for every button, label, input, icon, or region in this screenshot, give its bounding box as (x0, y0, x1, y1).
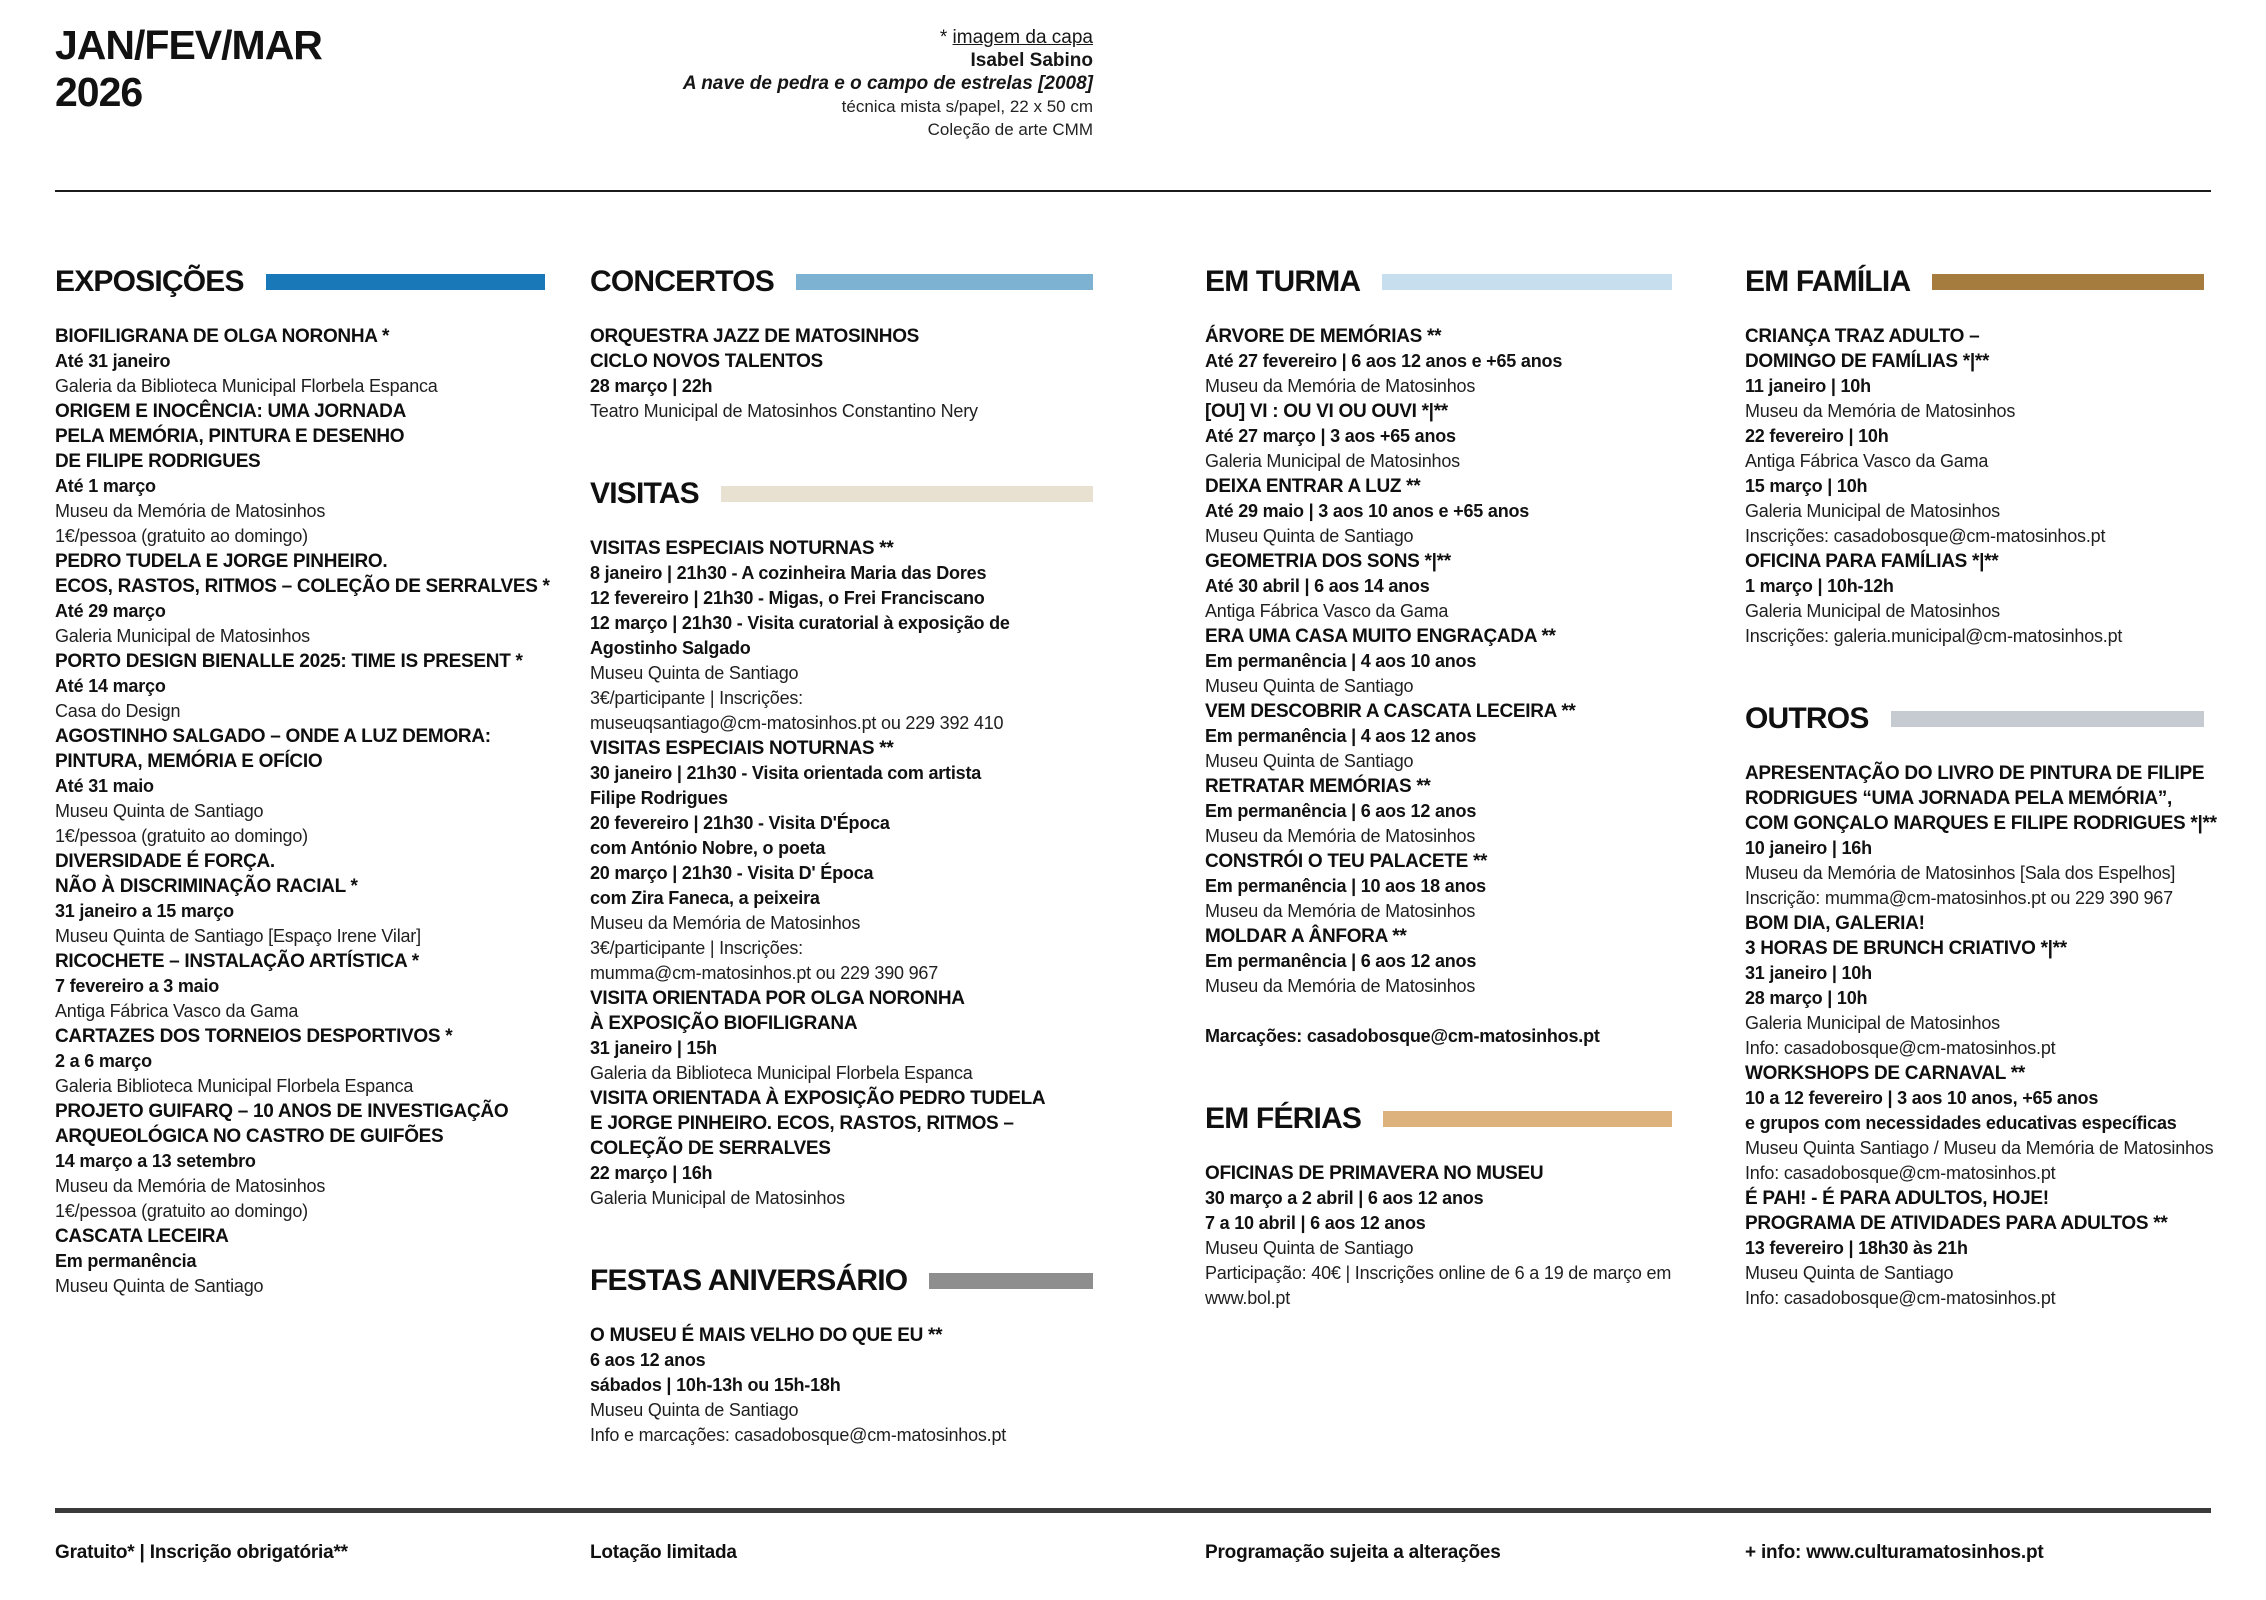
cover-credit-asterisk: * (939, 27, 953, 48)
section-title-em-turma: EM TURMA (1205, 265, 1361, 298)
event-title-line: CARTAZES DOS TORNEIOS DESPORTIVOS * (55, 1026, 453, 1047)
event-detail-line: Em permanência | 4 aos 10 anos (1205, 651, 1477, 671)
cover-credit-artist: Isabel Sabino (970, 50, 1093, 71)
footer-divider (55, 1508, 2211, 1513)
event-title-line: ECOS, RASTOS, RITMOS – COLEÇÃO DE SERRALVES * (55, 576, 550, 597)
event-title-line: GEOMETRIA DOS SONS *|** (1205, 551, 1451, 572)
event (1205, 474, 1672, 549)
event (1205, 774, 1672, 849)
event-venue-line: Galeria Municipal de Matosinhos (1205, 451, 1460, 471)
event-detail-line: 6 aos 12 anos (590, 1350, 706, 1370)
event (590, 986, 1093, 1086)
event-venue-line: Museu da Memória de Matosinhos (1745, 401, 2016, 421)
event-detail-line: 22 março | 16h (590, 1163, 713, 1183)
event (1205, 849, 1672, 924)
event-detail-line: Até 30 abril | 6 aos 14 anos (1205, 576, 1430, 596)
event-detail-line: Até 31 maio (55, 776, 154, 796)
event-venue-line: Museu Quinta Santiago / Museu da Memória de Matosinhos (1745, 1138, 2214, 1158)
event-title-line: VEM DESCOBRIR A CASCATA LECEIRA ** (1205, 701, 1576, 722)
event-title-line: BIOFILIGRANA DE OLGA NORONHA * (55, 326, 390, 347)
event-venue-line: Antiga Fábrica Vasco da Gama (1205, 601, 1449, 621)
event-title-line: PROGRAMA DE ATIVIDADES PARA ADULTOS ** (1745, 1213, 2168, 1234)
section-bar-em-familia (1932, 274, 2204, 290)
event-title-line: VISITAS ESPECIAIS NOTURNAS ** (590, 538, 894, 559)
event (590, 1086, 1093, 1211)
event-title-line: OFICINA PARA FAMÍLIAS *|** (1745, 551, 1999, 572)
event-detail-line: Em permanência | 6 aos 12 anos (1205, 951, 1477, 971)
event-venue-line: Antiga Fábrica Vasco da Gama (55, 1001, 299, 1021)
event-detail-line: Em permanência | 4 aos 12 anos (1205, 726, 1477, 746)
section-title-outros: OUTROS (1745, 702, 1869, 735)
event-title-line: PORTO DESIGN BIENALLE 2025: TIME IS PRESENT * (55, 651, 523, 672)
section-exposicoes (55, 264, 550, 1299)
page-title (55, 22, 322, 116)
event-title-line: O MUSEU É MAIS VELHO DO QUE EU ** (590, 1325, 943, 1346)
event-detail-line: 15 março | 10h (1745, 476, 1868, 496)
event-venue-line: museuqsantiago@cm-matosinhos.pt ou 229 392 410 (590, 713, 1004, 733)
event-venue-line: Galeria Biblioteca Municipal Florbela Espanca (55, 1076, 414, 1096)
event (1205, 924, 1672, 999)
event-title-line: CICLO NOVOS TALENTOS (590, 351, 823, 372)
event-title-line: ARQUEOLÓGICA NO CASTRO DE GUIFÕES (55, 1126, 444, 1147)
event-title-line: DEIXA ENTRAR A LUZ ** (1205, 476, 1421, 497)
event-venue-line: Info: casadobosque@cm-matosinhos.pt (1745, 1038, 2056, 1058)
event-detail-line: 7 fevereiro a 3 maio (55, 976, 220, 996)
event (590, 536, 1093, 736)
event-title-line: WORKSHOPS DE CARNAVAL ** (1745, 1063, 2025, 1084)
header-divider (55, 190, 2211, 192)
event-detail-line: sábados | 10h-13h ou 15h-18h (590, 1375, 841, 1395)
page-title-months: JAN/FEV/MAR (55, 22, 322, 68)
event-venue-line: Teatro Municipal de Matosinhos Constantino Nery (590, 401, 978, 421)
event-venue-line: Museu da Memória de Matosinhos (590, 913, 861, 933)
section-em-familia (1745, 264, 2204, 649)
section-header-em-familia (1745, 264, 2204, 300)
event-venue-line: Galeria Municipal de Matosinhos (1745, 501, 2000, 521)
event-venue-line: 1€/pessoa (gratuito ao domingo) (55, 1201, 308, 1221)
column-1 (55, 264, 550, 1299)
event (590, 1323, 1093, 1448)
event (55, 1099, 545, 1224)
event-venue-line: Galeria Municipal de Matosinhos (1745, 1013, 2000, 1033)
section-bar-outros (1891, 711, 2204, 727)
content-columns (55, 264, 2217, 1448)
event-title-line: [OU] VI : OU VI OU OUVI *|** (1205, 401, 1448, 422)
event-venue-line: Museu Quinta de Santiago (1205, 676, 1414, 696)
event-title-line: ÁRVORE DE MEMÓRIAS ** (1205, 326, 1442, 347)
event-title-line: À EXPOSIÇÃO BIOFILIGRANA (590, 1013, 858, 1034)
column-3 (1205, 264, 1672, 1311)
event-title-line: COM GONÇALO MARQUES E FILIPE RODRIGUES *|** (1745, 813, 2217, 834)
event-title-line: DE FILIPE RODRIGUES (55, 451, 261, 472)
event-venue-line: Museu Quinta de Santiago (1745, 1263, 1954, 1283)
event (1205, 324, 1672, 399)
section-festas-aniversario (590, 1263, 1093, 1448)
event-venue-line: mumma@cm-matosinhos.pt ou 229 390 967 (590, 963, 939, 983)
page-title-year: 2026 (55, 69, 143, 115)
event-venue-line: Participação: 40€ | Inscrições online de 6 a 19 de março em (1205, 1263, 1672, 1283)
event-venue-line: Museu Quinta de Santiago (55, 801, 264, 821)
event-detail-line: 7 a 10 abril | 6 aos 12 anos (1205, 1213, 1426, 1233)
event-venue-line: Museu da Memória de Matosinhos (55, 1176, 326, 1196)
event-title-line: VISITA ORIENTADA À EXPOSIÇÃO PEDRO TUDELA (590, 1088, 1046, 1109)
event (1745, 1061, 2214, 1186)
section-header-exposicoes (55, 264, 545, 300)
event-venue-line: Galeria Municipal de Matosinhos (1745, 601, 2000, 621)
event (1745, 324, 2204, 549)
event (55, 724, 545, 849)
event-detail-line: 10 a 12 fevereiro | 3 aos 10 anos, +65 anos (1745, 1088, 2099, 1108)
event-venue-line: Info: casadobosque@cm-matosinhos.pt (1745, 1288, 2056, 1308)
event-venue-line: 3€/participante | Inscrições: (590, 938, 803, 958)
event-venue-line: Inscrições: galeria.municipal@cm-matosinhos.pt (1745, 626, 2123, 646)
event (55, 1024, 545, 1099)
section-title-concertos: CONCERTOS (590, 265, 774, 298)
event-venue-line: Casa do Design (55, 701, 181, 721)
footer-note-1: Gratuito* | Inscrição obrigatória** (55, 1542, 348, 1563)
event-venue-line: Museu Quinta de Santiago [Espaço Irene Vilar] (55, 926, 421, 946)
event-detail-line: 1 março | 10h-12h (1745, 576, 1894, 596)
section-title-exposicoes: EXPOSIÇÕES (55, 265, 244, 298)
column-2 (590, 264, 1093, 1448)
footer-note-2: Lotação limitada (590, 1542, 737, 1563)
event (590, 736, 1093, 986)
event-title-line: E JORGE PINHEIRO. ECOS, RASTOS, RITMOS – (590, 1113, 1014, 1134)
event-detail-line: Até 29 maio | 3 aos 10 anos e +65 anos (1205, 501, 1530, 521)
event-venue-line: Museu da Memória de Matosinhos (1205, 901, 1476, 921)
event-venue-line: Antiga Fábrica Vasco da Gama (1745, 451, 1989, 471)
cover-image-link: imagem da capa (952, 27, 1093, 48)
event-detail-line: 8 janeiro | 21h30 - A cozinheira Maria das Dores (590, 563, 987, 583)
section-header-concertos (590, 264, 1093, 300)
event-title-line: PELA MEMÓRIA, PINTURA E DESENHO (55, 426, 405, 447)
cover-credit-technique: técnica mista s/papel, 22 x 50 cm (841, 97, 1093, 116)
event-title-line: DIVERSIDADE É FORÇA. (55, 851, 275, 872)
event-detail-line: 12 março | 21h30 - Visita curatorial à exposição de (590, 613, 1010, 633)
event-detail-line: 31 janeiro a 15 março (55, 901, 234, 921)
event (1745, 761, 2217, 911)
event (55, 1224, 545, 1299)
event-venue-line: 1€/pessoa (gratuito ao domingo) (55, 526, 308, 546)
event-title-line: PINTURA, MEMÓRIA E OFÍCIO (55, 751, 323, 772)
event-title-line: ERA UMA CASA MUITO ENGRAÇADA ** (1205, 626, 1556, 647)
footer-note-3: Programação sujeita a alterações (1205, 1542, 1501, 1563)
event-venue-line: Museu da Memória de Matosinhos [Sala dos Espelhos] (1745, 863, 2176, 883)
section-header-festas-aniversario (590, 1263, 1093, 1299)
event-venue-line: Galeria da Biblioteca Municipal Florbela Espanca (590, 1063, 973, 1083)
event-title-line: CASCATA LECEIRA (55, 1226, 229, 1247)
event-detail-line: 14 março a 13 setembro (55, 1151, 256, 1171)
footer (55, 1542, 2204, 1564)
event-title-line: É PAH! - É PARA ADULTOS, HOJE! (1745, 1188, 2049, 1209)
event-title-line: VISITA ORIENTADA POR OLGA NORONHA (590, 988, 965, 1009)
event-title-line: DOMINGO DE FAMÍLIAS *|** (1745, 351, 1990, 372)
event-detail-line: 12 fevereiro | 21h30 - Migas, o Frei Franciscano (590, 588, 985, 608)
event-detail-line: 30 março a 2 abril | 6 aos 12 anos (1205, 1188, 1484, 1208)
event-detail-line: Até 27 março | 3 aos +65 anos (1205, 426, 1456, 446)
event (1205, 1161, 1672, 1311)
event-venue-line: Info e marcações: casadobosque@cm-matosinhos.pt (590, 1425, 1007, 1445)
footer-note-4: + info: www.culturamatosinhos.pt (1745, 1542, 2044, 1563)
event-detail-line: com António Nobre, o poeta (590, 838, 826, 858)
event (1745, 549, 2204, 649)
event-detail-line: 28 março | 10h (1745, 988, 1868, 1008)
event-title-line: RODRIGUES “UMA JORNADA PELA MEMÓRIA”, (1745, 788, 2172, 809)
event-title-line: OFICINAS DE PRIMAVERA NO MUSEU (1205, 1163, 1544, 1184)
cover-credit (590, 26, 1093, 141)
event-detail-line: Até 29 março (55, 601, 166, 621)
section-concertos (590, 264, 1093, 424)
event-venue-line: 3€/participante | Inscrições: (590, 688, 803, 708)
event-title-line: ORIGEM E INOCÊNCIA: UMA JORNADA (55, 401, 407, 422)
event-title-line: ORQUESTRA JAZZ DE MATOSINHOS (590, 326, 920, 347)
section-bar-em-ferias (1383, 1111, 1672, 1127)
event (55, 949, 545, 1024)
event-detail-line: 10 janeiro | 16h (1745, 838, 1872, 858)
event-venue-line: Museu da Memória de Matosinhos (1205, 826, 1476, 846)
section-header-em-ferias (1205, 1101, 1672, 1137)
event (1205, 549, 1672, 624)
event-detail-line: Filipe Rodrigues (590, 788, 728, 808)
event-detail-line: 28 março | 22h (590, 376, 713, 396)
section-header-visitas (590, 476, 1093, 512)
section-header-outros (1745, 701, 2204, 737)
event-venue-line: Info: casadobosque@cm-matosinhos.pt (1745, 1163, 2056, 1183)
cover-credit-collection: Coleção de arte CMM (927, 120, 1093, 139)
event-detail-line: Até 14 março (55, 676, 166, 696)
event-venue-line: Museu Quinta de Santiago (1205, 526, 1414, 546)
event-venue-line: Museu da Memória de Matosinhos (1205, 376, 1476, 396)
event-detail-line: e grupos com necessidades educativas específicas (1745, 1113, 2177, 1133)
event-detail-line: 22 fevereiro | 10h (1745, 426, 1889, 446)
section-em-ferias (1205, 1101, 1672, 1311)
event-detail-line: Marcações: casadobosque@cm-matosinhos.pt (1205, 1026, 1600, 1046)
section-outros (1745, 701, 2217, 1311)
section-bar-exposicoes (266, 274, 545, 290)
event-title-line: COLEÇÃO DE SERRALVES (590, 1138, 831, 1159)
event-title-line: RICOCHETE – INSTALAÇÃO ARTÍSTICA * (55, 951, 419, 972)
event-venue-line: 1€/pessoa (gratuito ao domingo) (55, 826, 308, 846)
event-venue-line: Galeria Municipal de Matosinhos (55, 626, 310, 646)
event (1205, 699, 1672, 774)
event (55, 324, 545, 399)
section-title-visitas: VISITAS (590, 477, 699, 510)
event-title-line: MOLDAR A ÂNFORA ** (1205, 926, 1407, 947)
section-bar-em-turma (1382, 274, 1672, 290)
event-title-line: PEDRO TUDELA E JORGE PINHEIRO. (55, 551, 388, 572)
event (1745, 911, 2204, 1061)
section-em-turma (1205, 264, 1672, 1049)
event-venue-line: Museu Quinta de Santiago (590, 1400, 799, 1420)
event-detail-line: 31 janeiro | 15h (590, 1038, 717, 1058)
event-title-line: CONSTRÓI O TEU PALACETE ** (1205, 851, 1488, 872)
event-title-line: RETRATAR MEMÓRIAS ** (1205, 776, 1431, 797)
event-title-line: PROJETO GUIFARQ – 10 ANOS DE INVESTIGAÇÃO (55, 1101, 509, 1122)
event-venue-line: Galeria Municipal de Matosinhos (590, 1188, 845, 1208)
event-venue-line: Museu Quinta de Santiago (590, 663, 799, 683)
event-venue-line: Inscrição: mumma@cm-matosinhos.pt ou 229 390 967 (1745, 888, 2173, 908)
event-title-line: VISITAS ESPECIAIS NOTURNAS ** (590, 738, 894, 759)
event-venue-line: Museu da Memória de Matosinhos (55, 501, 326, 521)
column-4 (1745, 264, 2217, 1311)
event-detail-line: 11 janeiro | 10h (1745, 376, 1871, 396)
footer-cell-2 (590, 1542, 1093, 1564)
event-venue-line: Galeria da Biblioteca Municipal Florbela Espanca (55, 376, 438, 396)
event-venue-line: www.bol.pt (1205, 1288, 1291, 1308)
event (1745, 1186, 2204, 1311)
event-detail-line: 30 janeiro | 21h30 - Visita orientada com artista (590, 763, 982, 783)
event-detail-line: Em permanência | 6 aos 12 anos (1205, 801, 1477, 821)
section-title-festas-aniversario: FESTAS ANIVERSÁRIO (590, 1264, 908, 1297)
event-title-line: AGOSTINHO SALGADO – ONDE A LUZ DEMORA: (55, 726, 491, 747)
event-detail-line: Até 27 fevereiro | 6 aos 12 anos e +65 anos (1205, 351, 1563, 371)
footer-cell-3 (1205, 1542, 1672, 1564)
section-visitas (590, 476, 1093, 1211)
event-title-line: APRESENTAÇÃO DO LIVRO DE PINTURA DE FILIPE (1745, 763, 2205, 784)
event-venue-line: Inscrições: casadobosque@cm-matosinhos.pt (1745, 526, 2106, 546)
event-title-line: NÃO À DISCRIMINAÇÃO RACIAL * (55, 876, 358, 897)
event (55, 549, 550, 649)
footer-cell-4 (1745, 1542, 2204, 1564)
event (55, 849, 545, 949)
event-title-line: CRIANÇA TRAZ ADULTO – (1745, 326, 1980, 347)
event (1205, 1024, 1672, 1049)
cover-credit-artwork: A nave de pedra e o campo de estrelas [2008] (682, 73, 1093, 94)
event-venue-line: Museu Quinta de Santiago (55, 1276, 264, 1296)
event (1205, 399, 1672, 474)
event-detail-line: 20 março | 21h30 - Visita D' Época (590, 863, 874, 883)
event-detail-line: Agostinho Salgado (590, 638, 751, 658)
section-title-em-ferias: EM FÉRIAS (1205, 1102, 1362, 1135)
event-title-line: BOM DIA, GALERIA! (1745, 913, 1925, 934)
event-venue-line: Museu Quinta de Santiago (1205, 751, 1414, 771)
event-detail-line: Até 31 janeiro (55, 351, 171, 371)
event-venue-line: Museu da Memória de Matosinhos (1205, 976, 1476, 996)
event-detail-line: 13 fevereiro | 18h30 às 21h (1745, 1238, 1968, 1258)
footer-cell-1 (55, 1542, 545, 1564)
section-bar-festas-aniversario (929, 1273, 1093, 1289)
section-title-em-familia: EM FAMÍLIA (1745, 265, 1911, 298)
cover-credit-caption (590, 26, 1093, 49)
event-detail-line: 20 fevereiro | 21h30 - Visita D'Época (590, 813, 890, 833)
event-detail-line: com Zira Faneca, a peixeira (590, 888, 820, 908)
section-bar-concertos (796, 274, 1093, 290)
section-header-em-turma (1205, 264, 1672, 300)
event-detail-line: Em permanência | 10 aos 18 anos (1205, 876, 1486, 896)
event (1205, 624, 1672, 699)
event-title-line: 3 HORAS DE BRUNCH CRIATIVO *|** (1745, 938, 2067, 959)
event (55, 399, 545, 549)
event (590, 324, 1093, 424)
event-detail-line: Em permanência (55, 1251, 197, 1271)
event-detail-line: 31 janeiro | 10h (1745, 963, 1872, 983)
event (55, 649, 545, 724)
event-venue-line: Museu Quinta de Santiago (1205, 1238, 1414, 1258)
section-bar-visitas (721, 486, 1093, 502)
event-detail-line: 2 a 6 março (55, 1051, 152, 1071)
event-detail-line: Até 1 março (55, 476, 156, 496)
